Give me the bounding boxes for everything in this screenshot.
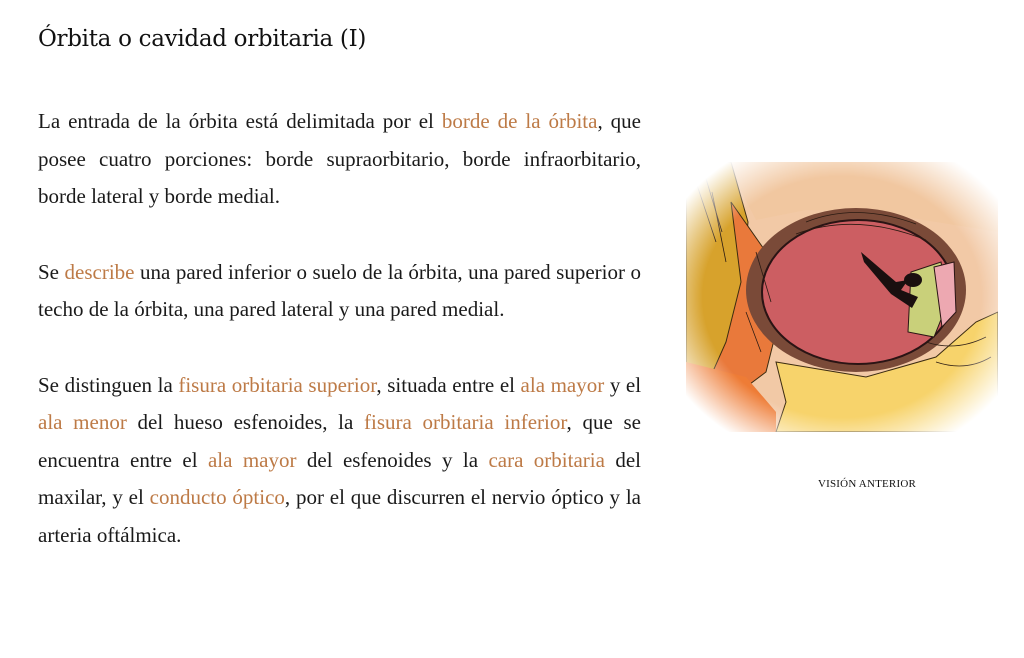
term-link[interactable]: fisura orbitaria superior [178,372,377,397]
paragraph-text: , situada entre el [376,372,521,397]
term-link[interactable]: conducto óptico [149,485,285,509]
term-link[interactable]: describe [64,259,135,284]
paragraph-2 [38,254,641,329]
term-link[interactable]: fisura orbitaria inferior [364,410,567,434]
term-link[interactable]: cara orbitaria [488,447,605,472]
orbit-anatomy-illustration[interactable] [686,162,998,432]
paragraph-text: Se distinguen la [38,372,179,397]
paragraph-1 [38,103,641,216]
paragraph-text: La entrada de la órbita está delimitada por el [38,109,442,133]
orbit-drawing [686,162,998,432]
paragraph-text: y el [604,372,642,397]
paragraph-text: , que se encuentra entre el [38,410,641,472]
article-body [38,103,641,554]
paragraph-text: una pared inferior o suelo de la órbita, una pared superior o techo de la órbita, una pared lateral y una pared medial. [38,259,642,321]
paragraph-text: del maxilar, y el [38,447,642,509]
paragraph-text: del hueso esfenoides, la [126,410,365,434]
term-link[interactable]: ala mayor [520,372,605,397]
paragraph-3 [38,367,641,555]
paragraph-text: , que posee cuatro porciones: borde supraorbitario, borde infraorbitario, borde lateral y borde medial. [38,109,641,208]
term-link[interactable]: ala menor [38,410,127,434]
term-link[interactable]: ala mayor [207,447,297,472]
paragraph-text: del esfenoides y la [296,447,489,472]
figure-caption: VISIÓN ANTERIOR [817,478,917,490]
term-link[interactable]: borde de la órbita [441,109,598,133]
paragraph-text: Se [38,259,65,284]
fade-overlay [686,162,998,432]
page-title: Órbita o cavidad orbitaria (I) [38,26,367,52]
paragraph-text: , por el que discurren el nervio óptico y la arteria oftálmica. [38,485,642,547]
